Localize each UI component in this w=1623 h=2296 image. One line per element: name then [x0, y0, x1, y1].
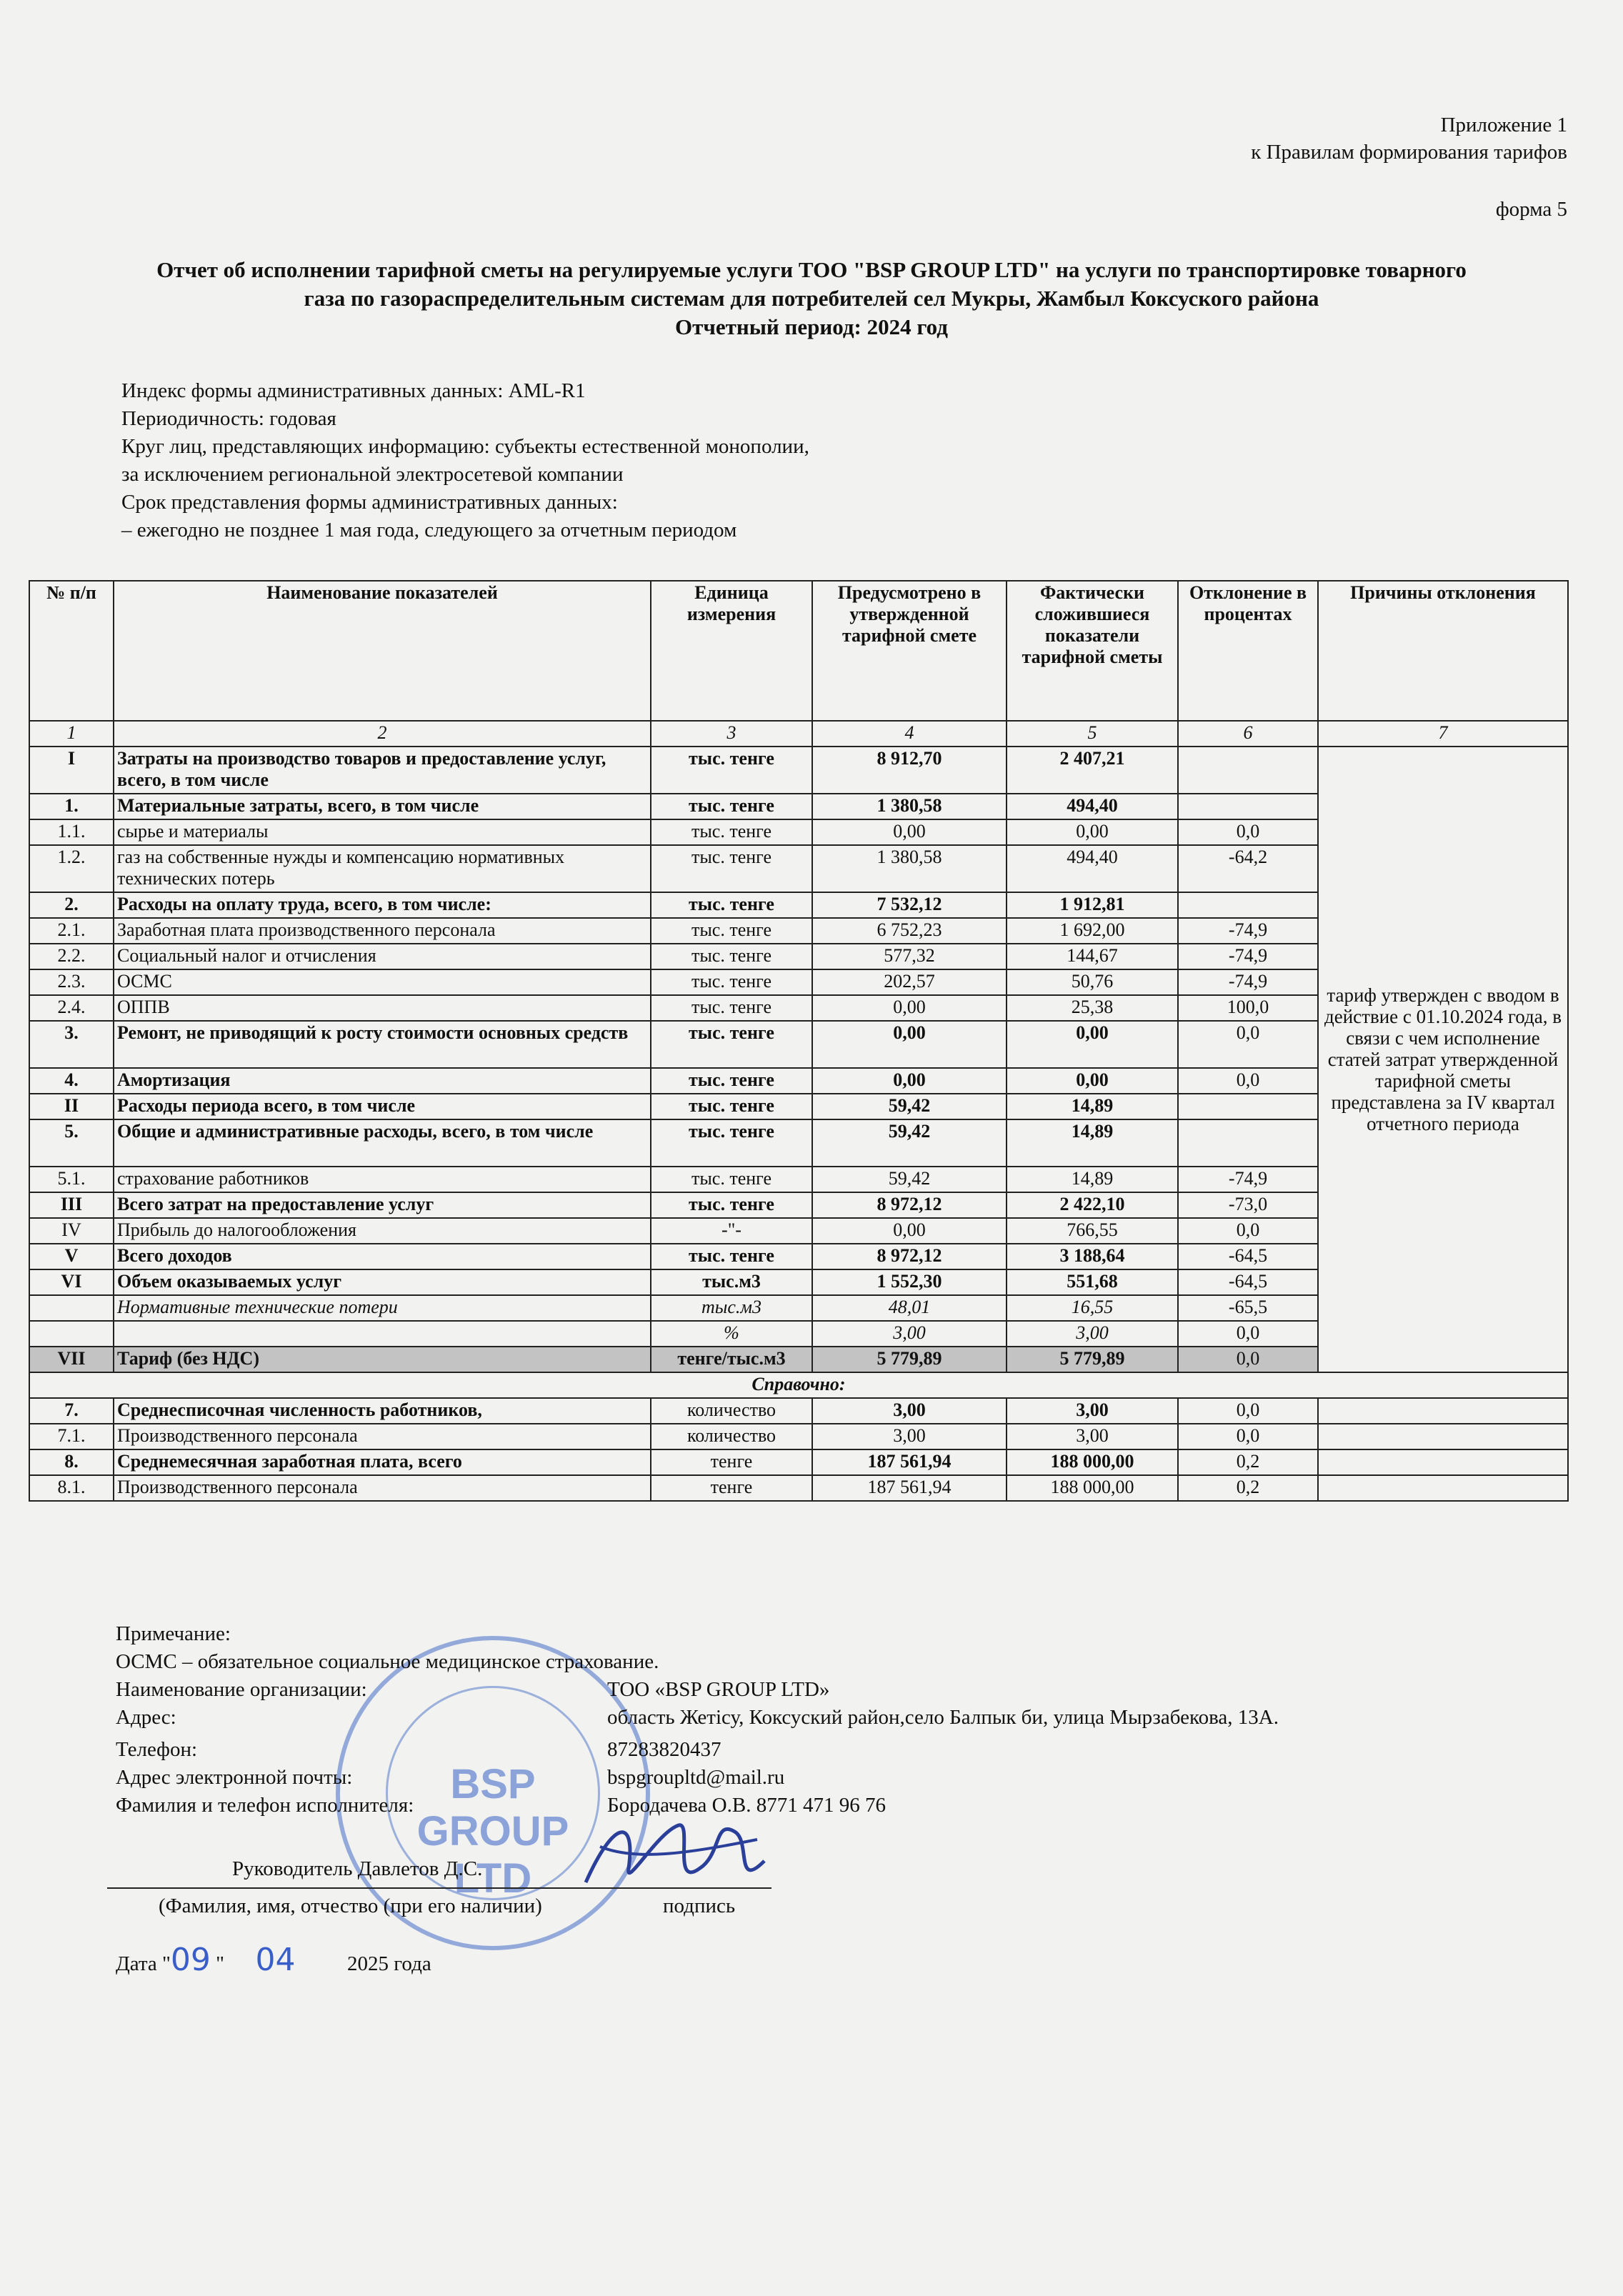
row-number: II — [29, 1094, 114, 1119]
row-unit: тыс. тенге — [651, 794, 812, 819]
row-name: Материальные затраты, всего, в том числе — [114, 794, 651, 819]
row-unit: -"- — [651, 1218, 812, 1244]
row-deviation: 0,0 — [1178, 1321, 1318, 1347]
row-planned: 0,00 — [812, 995, 1007, 1021]
row-actual: 494,40 — [1007, 845, 1178, 892]
row-number: I — [29, 747, 114, 794]
col-number: 6 — [1178, 721, 1318, 747]
email-row — [116, 1764, 1279, 1792]
row-unit: тыс. тенге — [651, 845, 812, 892]
row-actual: 766,55 — [1007, 1218, 1178, 1244]
row-number: 1. — [29, 794, 114, 819]
row-unit: тыс. тенге — [651, 1119, 812, 1167]
row-number: 2.3. — [29, 969, 114, 995]
row-deviation — [1178, 794, 1318, 819]
address-row — [116, 1704, 1279, 1732]
row-planned: 3,00 — [812, 1321, 1007, 1347]
row-unit: тыс. тенге — [651, 1021, 812, 1068]
row-deviation: -64,5 — [1178, 1269, 1318, 1295]
row-deviation: 0,0 — [1178, 819, 1318, 845]
row-deviation: 100,0 — [1178, 995, 1318, 1021]
row-planned: 59,42 — [812, 1094, 1007, 1119]
header-deviation: Отклонение в процентах — [1178, 581, 1318, 721]
row-unit: тенге — [651, 1449, 812, 1475]
phone-row — [116, 1736, 1279, 1764]
row-unit: тыс.м3 — [651, 1269, 812, 1295]
row-planned: 187 561,94 — [812, 1449, 1007, 1475]
row-unit: тыс. тенге — [651, 918, 812, 944]
row-planned: 577,32 — [812, 944, 1007, 969]
row-number: 7.1. — [29, 1424, 114, 1449]
date-year: 2025 года — [346, 1952, 431, 1975]
row-number: 1.1. — [29, 819, 114, 845]
row-planned: 0,00 — [812, 819, 1007, 845]
row-deviation: -73,0 — [1178, 1192, 1318, 1218]
row-deviation: -64,2 — [1178, 845, 1318, 892]
row-planned: 5 779,89 — [812, 1347, 1007, 1372]
row-actual: 50,76 — [1007, 969, 1178, 995]
reference-label: Справочно: — [29, 1372, 1568, 1398]
header-actual: Фактически сложившиеся показатели тарифной сметы — [1007, 581, 1178, 721]
row-planned: 8 972,12 — [812, 1244, 1007, 1269]
row-deviation: -74,9 — [1178, 944, 1318, 969]
row-name: Тариф (без НДС) — [114, 1347, 651, 1372]
row-number: 8.1. — [29, 1475, 114, 1501]
row-deviation — [1178, 1094, 1318, 1119]
row-name: Всего доходов — [114, 1244, 651, 1269]
row-number: 2.2. — [29, 944, 114, 969]
meta-line: Индекс формы административных данных: AML-R1 — [121, 379, 586, 402]
title-line-2: газа по газораспределительным системам для потребителей сел Мукры, Жамбыл Коксуского района — [304, 286, 1319, 311]
row-name: Объем оказываемых услуг — [114, 1269, 651, 1295]
row-planned: 187 561,94 — [812, 1475, 1007, 1501]
table-row — [29, 747, 1568, 794]
reference-table-row — [29, 1449, 1568, 1475]
stamp-text: BSP GROUP LTD — [416, 1761, 569, 1902]
signature-caption: подпись — [663, 1895, 736, 1917]
row-number: 2.4. — [29, 995, 114, 1021]
header-name: Наименование показателей — [114, 581, 651, 721]
row-planned: 6 752,23 — [812, 918, 1007, 944]
date-row — [116, 1942, 431, 1980]
row-number: 5. — [29, 1119, 114, 1167]
row-name: Нормативные технические потери — [114, 1295, 651, 1321]
row-actual: 3 188,64 — [1007, 1244, 1178, 1269]
org-row — [116, 1676, 1279, 1704]
row-unit: тыс. тенге — [651, 1094, 812, 1119]
date-month: 04 — [255, 1942, 296, 1978]
row-number: 5.1. — [29, 1167, 114, 1192]
row-planned: 1 380,58 — [812, 845, 1007, 892]
phone-label: Телефон: — [116, 1738, 198, 1761]
row-unit: тыс. тенге — [651, 1244, 812, 1269]
row-deviation: 0,0 — [1178, 1218, 1318, 1244]
row-unit: тыс. тенге — [651, 995, 812, 1021]
row-name: Производственного персонала — [114, 1475, 651, 1501]
row-deviation: 0,0 — [1178, 1398, 1318, 1424]
row-planned: 8 912,70 — [812, 747, 1007, 794]
row-name: сырье и материалы — [114, 819, 651, 845]
org-value: ТОО «BSP GROUP LTD» — [607, 1678, 830, 1701]
rules-label: к Правилам формирования тарифов — [1251, 141, 1567, 164]
row-deviation: -74,9 — [1178, 1167, 1318, 1192]
note-label: Примечание: — [116, 1622, 231, 1645]
title-line-1: Отчет об исполнении тарифной сметы на регулируемые услуги ТОО "BSP GROUP LTD" на услуги по транспортировке товарного — [156, 257, 1467, 282]
row-planned: 3,00 — [812, 1424, 1007, 1449]
row-name: ОППВ — [114, 995, 651, 1021]
col-number: 3 — [651, 721, 812, 747]
phone-value: 87283820437 — [607, 1738, 721, 1761]
row-actual: 0,00 — [1007, 819, 1178, 845]
row-name: Прибыль до налогообложения — [114, 1218, 651, 1244]
row-name: ОСМС — [114, 969, 651, 995]
row-number: 2. — [29, 892, 114, 918]
director-name: Руководитель Давлетов Д.С. — [232, 1857, 483, 1880]
row-unit: тыс. тенге — [651, 747, 812, 794]
row-unit: % — [651, 1321, 812, 1347]
row-unit: тыс. тенге — [651, 1167, 812, 1192]
row-deviation: 0,0 — [1178, 1068, 1318, 1094]
reference-row — [29, 1372, 1568, 1398]
row-deviation: -64,5 — [1178, 1244, 1318, 1269]
col-number: 7 — [1318, 721, 1568, 747]
document-title — [43, 256, 1580, 341]
row-name: Производственного персонала — [114, 1424, 651, 1449]
row-number: 2.1. — [29, 918, 114, 944]
row-actual: 188 000,00 — [1007, 1475, 1178, 1501]
row-planned: 0,00 — [812, 1218, 1007, 1244]
row-actual: 0,00 — [1007, 1021, 1178, 1068]
row-deviation — [1178, 747, 1318, 794]
row-number: IV — [29, 1218, 114, 1244]
col-number: 2 — [114, 721, 651, 747]
row-unit: количество — [651, 1398, 812, 1424]
row-actual: 188 000,00 — [1007, 1449, 1178, 1475]
osms-note: ОСМС – обязательное социальное медицинское страхование. — [116, 1650, 659, 1673]
row-planned: 1 380,58 — [812, 794, 1007, 819]
row-planned: 1 552,30 — [812, 1269, 1007, 1295]
meta-line: Круг лиц, представляющих информацию: субъекты естественной монополии, — [121, 435, 809, 458]
row-actual: 25,38 — [1007, 995, 1178, 1021]
row-actual: 14,89 — [1007, 1119, 1178, 1167]
header-num: № п/п — [29, 581, 114, 721]
address-label: Адрес: — [116, 1706, 176, 1729]
row-unit: тыс.м3 — [651, 1295, 812, 1321]
deviation-reason: тариф утвержден с вводом в действие с 01.10.2024 года, в связи с чем исполнение статей затрат утвержденной тарифной сметы представлена за IV квартал отчетного периода — [1318, 747, 1568, 1372]
row-actual: 0,00 — [1007, 1068, 1178, 1094]
row-unit: тыс. тенге — [651, 819, 812, 845]
tariff-report-table — [29, 580, 1569, 1502]
row-deviation: 0,2 — [1178, 1475, 1318, 1501]
col-number: 1 — [29, 721, 114, 747]
row-deviation: 0,0 — [1178, 1347, 1318, 1372]
row-unit: тенге/тыс.м3 — [651, 1347, 812, 1372]
date-day: 09 — [170, 1942, 211, 1978]
row-unit: тыс. тенге — [651, 969, 812, 995]
row-planned: 3,00 — [812, 1398, 1007, 1424]
fio-caption: (Фамилия, имя, отчество (при его наличии) — [159, 1895, 542, 1917]
row-actual: 14,89 — [1007, 1094, 1178, 1119]
col-number: 4 — [812, 721, 1007, 747]
form-meta — [121, 377, 809, 544]
row-planned: 0,00 — [812, 1021, 1007, 1068]
appendix-label: Приложение 1 — [1440, 114, 1567, 136]
row-planned: 48,01 — [812, 1295, 1007, 1321]
org-label: Наименование организации: — [116, 1678, 367, 1701]
row-actual: 3,00 — [1007, 1321, 1178, 1347]
row-number — [29, 1321, 114, 1347]
row-number: 1.2. — [29, 845, 114, 892]
row-reason — [1318, 1424, 1568, 1449]
email-value: bspgroupltd@mail.ru — [607, 1766, 785, 1789]
row-name: страхование работников — [114, 1167, 651, 1192]
row-unit: тыс. тенге — [651, 1068, 812, 1094]
row-number: 8. — [29, 1449, 114, 1475]
row-planned: 0,00 — [812, 1068, 1007, 1094]
notes-block — [116, 1620, 1279, 1820]
row-number: V — [29, 1244, 114, 1269]
row-name: Амортизация — [114, 1068, 651, 1094]
row-number — [29, 1295, 114, 1321]
row-unit: количество — [651, 1424, 812, 1449]
row-reason — [1318, 1398, 1568, 1424]
row-unit: тыс. тенге — [651, 944, 812, 969]
row-deviation: -74,9 — [1178, 918, 1318, 944]
row-deviation: 0,0 — [1178, 1021, 1318, 1068]
date-mid: " — [210, 1952, 224, 1975]
row-name: Среднесписочная численность работников, — [114, 1398, 651, 1424]
meta-line: Периодичность: годовая — [121, 407, 336, 430]
row-name: Социальный налог и отчисления — [114, 944, 651, 969]
row-name: газ на собственные нужды и компенсацию нормативных технических потерь — [114, 845, 651, 892]
row-actual: 494,40 — [1007, 794, 1178, 819]
row-deviation — [1178, 892, 1318, 918]
header-unit: Единица измерения — [651, 581, 812, 721]
row-number: VII — [29, 1347, 114, 1372]
executor-label: Фамилия и телефон исполнителя: — [116, 1794, 414, 1817]
row-planned: 8 972,12 — [812, 1192, 1007, 1218]
row-planned: 7 532,12 — [812, 892, 1007, 918]
row-actual: 1 692,00 — [1007, 918, 1178, 944]
meta-line: Срок представления формы административных данных: — [121, 491, 618, 514]
header-planned: Предусмотрено в утвержденной тарифной смете — [812, 581, 1007, 721]
col-number: 5 — [1007, 721, 1178, 747]
form-label: форма 5 — [1495, 198, 1567, 221]
row-actual: 1 912,81 — [1007, 892, 1178, 918]
row-planned: 59,42 — [812, 1167, 1007, 1192]
row-name: Ремонт, не приводящий к росту стоимости основных средств — [114, 1021, 651, 1068]
row-actual: 2 407,21 — [1007, 747, 1178, 794]
row-number: VI — [29, 1269, 114, 1295]
row-actual: 14,89 — [1007, 1167, 1178, 1192]
row-actual: 16,55 — [1007, 1295, 1178, 1321]
executor-value: Бородачева О.В. 8771 471 96 76 — [607, 1794, 886, 1817]
row-deviation: -65,5 — [1178, 1295, 1318, 1321]
row-number: 4. — [29, 1068, 114, 1094]
row-deviation: -74,9 — [1178, 969, 1318, 995]
row-deviation: 0,2 — [1178, 1449, 1318, 1475]
row-actual: 2 422,10 — [1007, 1192, 1178, 1218]
row-unit: тыс. тенге — [651, 892, 812, 918]
row-actual: 144,67 — [1007, 944, 1178, 969]
email-label: Адрес электронной почты: — [116, 1766, 353, 1789]
title-line-3: Отчетный период: 2024 год — [675, 314, 948, 339]
reference-table-row — [29, 1398, 1568, 1424]
row-unit: тыс. тенге — [651, 1192, 812, 1218]
reference-table-row — [29, 1475, 1568, 1501]
row-unit: тенге — [651, 1475, 812, 1501]
address-value: область Жетісу, Коксуский район,село Балпык би, улица Мырзабекова, 13А. — [607, 1706, 1279, 1729]
reference-table-row — [29, 1424, 1568, 1449]
row-name: Заработная плата производственного персонала — [114, 918, 651, 944]
row-name — [114, 1321, 651, 1347]
date-prefix: Дата " — [116, 1952, 171, 1975]
row-actual: 5 779,89 — [1007, 1347, 1178, 1372]
row-number: 3. — [29, 1021, 114, 1068]
row-planned: 59,42 — [812, 1119, 1007, 1167]
row-name: Среднемесячная заработная плата, всего — [114, 1449, 651, 1475]
row-reason — [1318, 1449, 1568, 1475]
header-reason: Причины отклонения — [1318, 581, 1568, 721]
table-header-row — [29, 581, 1568, 721]
row-name: Общие и административные расходы, всего, в том числе — [114, 1119, 651, 1167]
row-name: Расходы периода всего, в том числе — [114, 1094, 651, 1119]
row-name: Расходы на оплату труда, всего, в том числе: — [114, 892, 651, 918]
row-number: 7. — [29, 1398, 114, 1424]
column-number-row — [29, 721, 1568, 747]
row-planned: 202,57 — [812, 969, 1007, 995]
row-actual: 3,00 — [1007, 1398, 1178, 1424]
row-name: Всего затрат на предоставление услуг — [114, 1192, 651, 1218]
row-actual: 3,00 — [1007, 1424, 1178, 1449]
row-deviation — [1178, 1119, 1318, 1167]
signature-icon — [571, 1804, 786, 1904]
meta-line: за исключением региональной электросетевой компании — [121, 463, 624, 486]
row-reason — [1318, 1475, 1568, 1501]
meta-line: – ежегодно не позднее 1 мая года, следующего за отчетным периодом — [121, 519, 737, 541]
row-deviation: 0,0 — [1178, 1424, 1318, 1449]
row-actual: 551,68 — [1007, 1269, 1178, 1295]
row-name: Затраты на производство товаров и предоставление услуг, всего, в том числе — [114, 747, 651, 794]
row-number: III — [29, 1192, 114, 1218]
